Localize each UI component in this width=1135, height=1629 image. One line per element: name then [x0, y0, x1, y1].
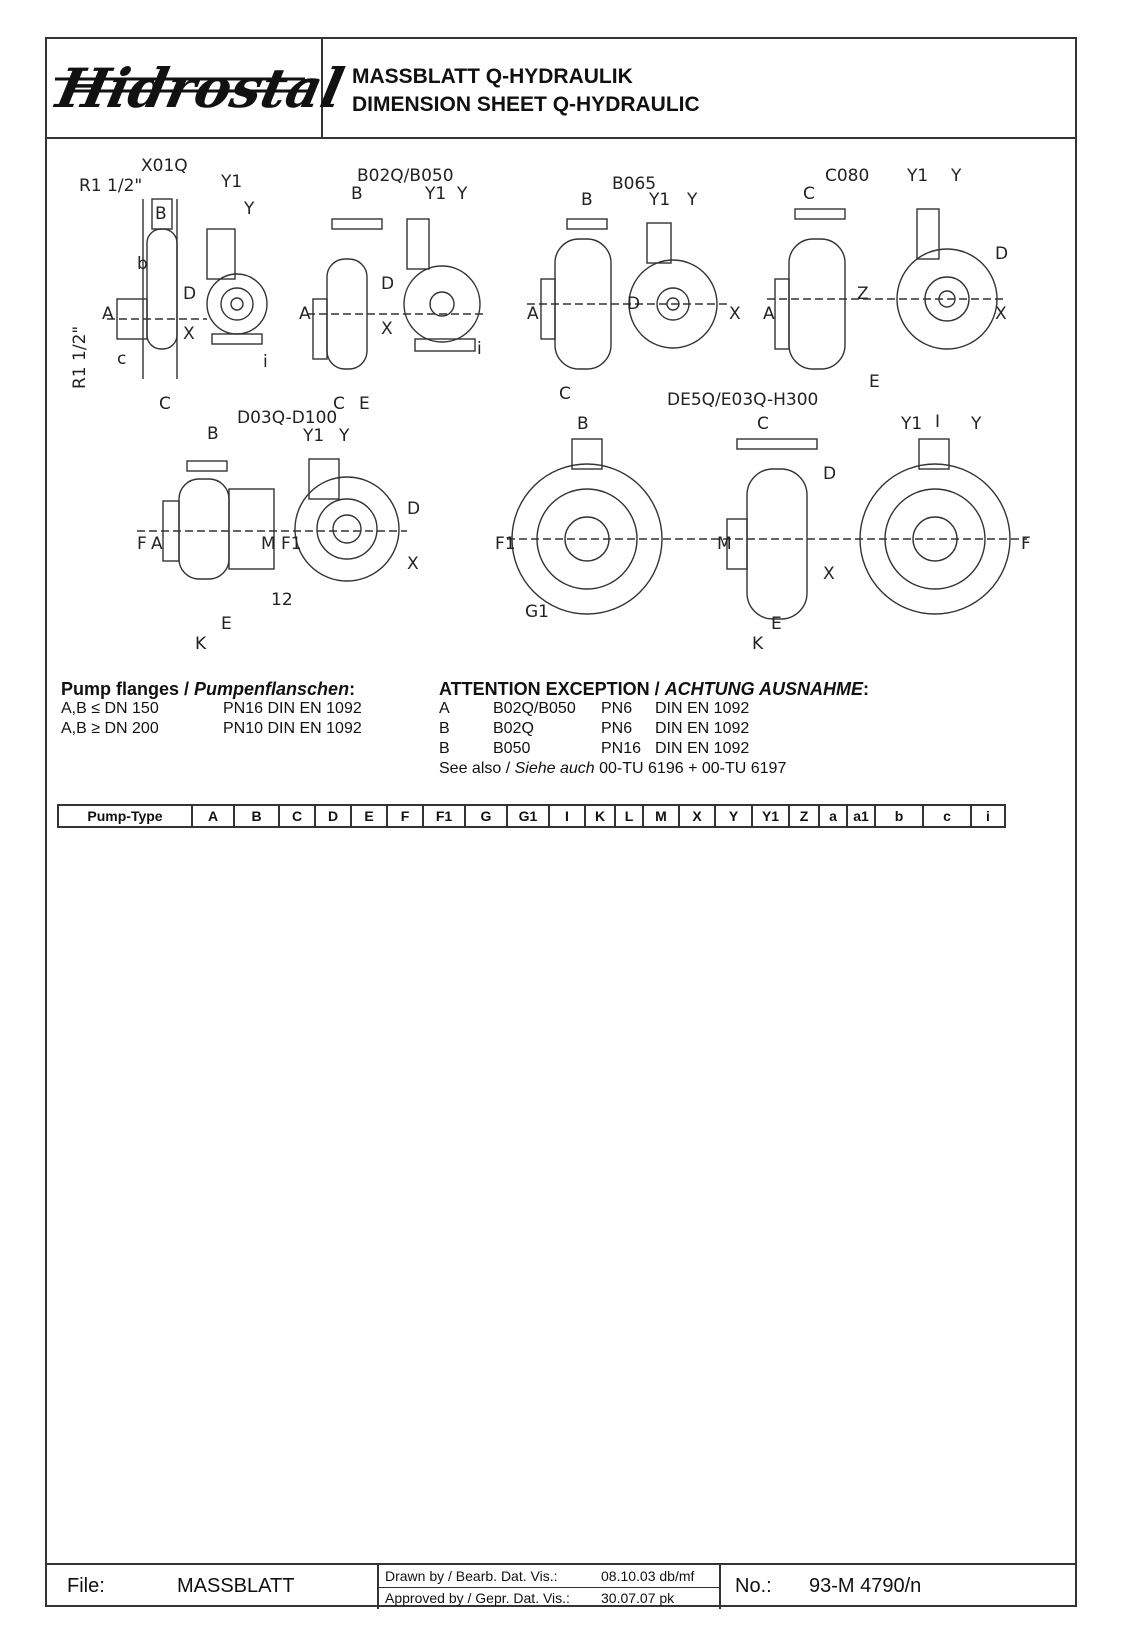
svg-text:Y: Y: [339, 426, 350, 446]
attn-type: B02Q/B050: [493, 700, 576, 717]
drawn-label: Drawn by / Bearb. Dat. Vis.:: [385, 1568, 558, 1584]
attn-standard: DIN EN 1092: [655, 700, 750, 717]
label-r1-vertical: R1 1/2": [70, 325, 90, 389]
svg-text:B: B: [207, 424, 219, 444]
title-de: MASSBLATT Q-HYDRAULIK: [352, 65, 633, 88]
col-header: a: [819, 805, 847, 827]
svg-text:D: D: [183, 284, 197, 304]
svg-text:I: I: [935, 412, 941, 432]
col-header: L: [615, 805, 643, 827]
svg-text:M: M: [717, 534, 732, 554]
svg-text:Y: Y: [951, 166, 962, 186]
col-header: Y: [715, 805, 752, 827]
attn-flange: A: [439, 700, 450, 717]
svg-text:Y: Y: [687, 190, 698, 210]
col-header: E: [351, 805, 387, 827]
svg-text:i: i: [477, 339, 482, 359]
svg-text:Z: Z: [857, 284, 869, 304]
svg-text:A: A: [151, 534, 163, 554]
svg-text:A: A: [299, 304, 311, 324]
svg-text:A: A: [102, 304, 114, 324]
col-header: i: [971, 805, 1005, 827]
drawing-x01q: [70, 156, 268, 414]
svg-text:D: D: [381, 274, 395, 294]
col-header: K: [585, 805, 615, 827]
attn-pn: PN6: [601, 700, 633, 717]
flanges-title-de: Pumpenflanschen: [194, 679, 350, 699]
label-de5q: DE5Q/E03Q-H300: [667, 390, 819, 410]
table-header-row: [58, 805, 1005, 827]
approved-label: Approved by / Gepr. Dat. Vis.:: [385, 1590, 570, 1606]
label-c080: C080: [825, 166, 870, 186]
col-header: Pump-Type: [58, 805, 192, 827]
col-header: Z: [789, 805, 819, 827]
flange-range: A,B ≤ DN 150: [61, 700, 159, 717]
svg-text:B: B: [577, 414, 589, 434]
col-header: C: [279, 805, 315, 827]
svg-text:G1: G1: [525, 602, 549, 622]
svg-text:F1: F1: [495, 534, 516, 554]
attn-pn: PN16: [601, 740, 642, 757]
col-header: a1: [847, 805, 875, 827]
label-x01q: X01Q: [141, 156, 188, 176]
approved-value: 30.07.07 pk: [601, 1590, 675, 1606]
logo: [47, 39, 350, 137]
svg-text:X: X: [729, 304, 741, 324]
label-r1: R1 1/2": [79, 176, 143, 196]
approval-box: [377, 1565, 721, 1609]
svg-text:D: D: [627, 294, 641, 314]
header: [47, 39, 1075, 139]
col-header: B: [234, 805, 279, 827]
svg-text:X: X: [995, 304, 1007, 324]
sheet-title: [352, 63, 700, 119]
drawing-b065: [527, 174, 741, 404]
svg-text:F1: F1: [281, 534, 302, 554]
svg-text:Y1: Y1: [221, 172, 243, 192]
svg-text:D: D: [995, 244, 1009, 264]
svg-text:E: E: [771, 614, 782, 634]
svg-text:E: E: [221, 614, 232, 634]
drawn-value: 08.10.03 db/mf: [601, 1568, 695, 1584]
svg-text:F: F: [137, 534, 147, 554]
svg-text:c: c: [117, 349, 127, 369]
attn-flange: B: [439, 720, 450, 737]
svg-text:C: C: [803, 184, 815, 204]
attn-standard: DIN EN 1092: [655, 720, 750, 737]
see-also-label-de: Siehe auch: [514, 760, 595, 777]
flange-range: A,B ≥ DN 200: [61, 720, 159, 737]
dimension-sheet: [45, 37, 1077, 1607]
col-header: F1: [423, 805, 465, 827]
svg-text:X: X: [183, 324, 195, 344]
file-value: MASSBLATT: [177, 1575, 295, 1597]
svg-text:Y1: Y1: [907, 166, 929, 186]
svg-text:D: D: [823, 464, 837, 484]
flange-standard: PN10 DIN EN 1092: [223, 720, 362, 737]
label-d03q: D03Q-D100: [237, 408, 338, 428]
attention-title: ATTENTION EXCEPTION /: [439, 679, 665, 699]
col-header: M: [643, 805, 679, 827]
svg-text:K: K: [195, 634, 207, 654]
svg-text:X: X: [823, 564, 835, 584]
svg-text:D: D: [407, 499, 421, 519]
svg-text:Y: Y: [971, 414, 982, 434]
col-header: Y1: [752, 805, 789, 827]
notes: [61, 679, 1061, 789]
col-header: A: [192, 805, 234, 827]
label-b02q: B02Q/B050: [357, 166, 454, 186]
svg-text:i: i: [263, 352, 268, 372]
svg-text:Y1: Y1: [303, 426, 325, 446]
attention-title-de: ACHTUNG AUSNAHME: [664, 679, 864, 699]
svg-text:b: b: [137, 254, 148, 274]
see-also-label: See also /: [439, 760, 515, 777]
dimension-table-wrap: [57, 804, 1067, 828]
flanges-title: Pump flanges /: [61, 679, 195, 699]
col-header: c: [923, 805, 971, 827]
svg-text:Hidrostal: Hidrostal: [51, 56, 350, 120]
svg-text:K: K: [752, 634, 764, 654]
svg-text:F: F: [1021, 534, 1031, 554]
svg-text:B: B: [581, 190, 593, 210]
attn-flange: B: [439, 740, 450, 757]
col-header: b: [875, 805, 923, 827]
pump-drawings: [47, 139, 1075, 699]
attn-pn: PN6: [601, 720, 633, 737]
see-also-ref: 00-TU 6196 + 00-TU 6197: [599, 760, 787, 777]
col-header: X: [679, 805, 715, 827]
col-header: F: [387, 805, 423, 827]
attn-standard: DIN EN 1092: [655, 740, 750, 757]
svg-text:Y: Y: [457, 184, 468, 204]
file-label: File:: [67, 1575, 105, 1597]
col-header: D: [315, 805, 351, 827]
attention-note: ATTENTION EXCEPTION / ACHTUNG AUSNAHME: A B02Q/B050 PN6 DIN EN 1092 B B02Q PN6 DIN EN 1092 B B050 PN16 DIN EN 1092 See also / Siehe auch 00-TU 6196 + 00-TU 6197: [439, 679, 870, 777]
col-header: G: [465, 805, 507, 827]
svg-text:C: C: [159, 394, 171, 414]
svg-text:Y: Y: [244, 199, 255, 219]
svg-text:B: B: [351, 184, 363, 204]
col-header: G1: [507, 805, 549, 827]
title-en: DIMENSION SHEET Q-HYDRAULIC: [352, 93, 700, 116]
svg-text:C: C: [757, 414, 769, 434]
svg-text:X: X: [381, 319, 393, 339]
flange-standard: PN16 DIN EN 1092: [223, 700, 362, 717]
svg-text:A: A: [763, 304, 775, 324]
svg-text:A: A: [527, 304, 539, 324]
footer: [47, 1563, 1075, 1609]
svg-text:M: M: [261, 534, 276, 554]
drawing-b02q: [299, 166, 487, 414]
svg-text:C: C: [559, 384, 571, 404]
col-header: I: [549, 805, 585, 827]
svg-text:E: E: [869, 372, 880, 392]
svg-text:Y1: Y1: [425, 184, 447, 204]
label-twelve: 12: [271, 590, 293, 610]
label-b065: B065: [612, 174, 657, 194]
hidrostal-logo: [51, 45, 350, 125]
dimension-table: [57, 804, 1006, 828]
drawing-d03q: [137, 408, 420, 654]
svg-text:C: C: [333, 394, 345, 414]
no-value: 93-M 4790/n: [809, 1575, 922, 1597]
pump-flanges-note: Pump flanges / Pumpenflanschen: A,B ≤ DN 150 PN16 DIN EN 1092 A,B ≥ DN 200 PN10 DIN EN 1092: [61, 679, 362, 737]
no-label: No.:: [735, 1575, 772, 1597]
svg-text:Y1: Y1: [901, 414, 923, 434]
attn-type: B050: [493, 740, 531, 757]
attn-type: B02Q: [493, 720, 534, 737]
svg-text:Y1: Y1: [649, 190, 671, 210]
drawing-de5q: [495, 390, 1031, 654]
svg-text:B: B: [155, 204, 167, 224]
svg-text:E: E: [359, 394, 370, 414]
svg-text:X: X: [407, 554, 419, 574]
